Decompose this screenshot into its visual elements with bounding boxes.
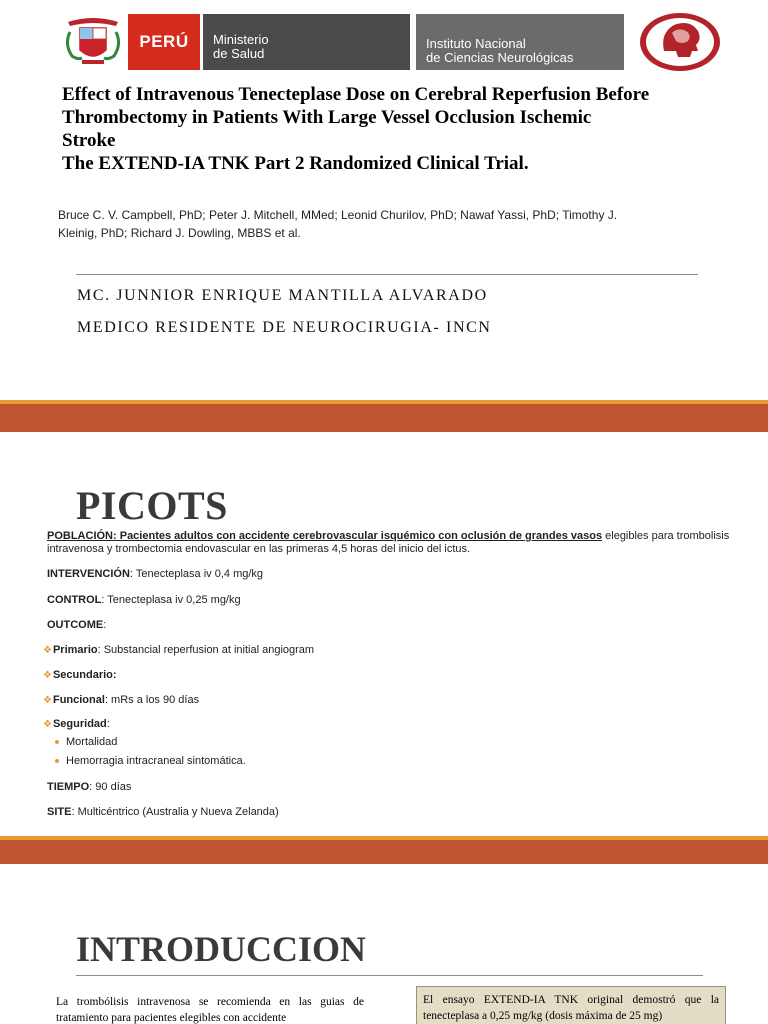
- incn-head-logo-icon: [638, 11, 722, 73]
- slide-separator: [0, 400, 768, 432]
- orange-dot-bullet-icon: [55, 740, 59, 744]
- intro-slide: [0, 864, 768, 1024]
- control-value: : Tenecteplasa iv 0,25 mg/kg: [101, 594, 241, 606]
- peru-label: PERÚ: [128, 14, 200, 70]
- title-slide: [0, 0, 768, 400]
- institute-line2: de Ciencias Neurológicas: [426, 50, 574, 65]
- institute-label: [416, 14, 624, 70]
- outcome-item: [47, 619, 106, 631]
- divider: [76, 975, 703, 976]
- diamond-bullet-icon: ❖: [43, 719, 52, 730]
- title-line-1: Effect of Intravenous Tenecteplase Dose on Cerebral Reperfusion Before: [62, 84, 650, 105]
- title-line-3: Stroke: [62, 130, 116, 151]
- seguridad-subitem: Hemorragia intracraneal sintomática.: [66, 755, 246, 767]
- intervencion-value: : Tenecteplasa iv 0,4 mg/kg: [129, 568, 264, 580]
- site-value: : Multicéntrico (Australia y Nueva Zelanda): [71, 806, 279, 818]
- intro-paragraph: La trombólisis intravenosa se recomienda en las guias de tratamiento para pacientes elegibles con accidente: [56, 996, 364, 1024]
- slide-title: PICOTS: [76, 483, 228, 528]
- site-label: SITE: [47, 806, 72, 818]
- authors-line-1: Bruce C. V. Campbell, PhD; Peter J. Mitchell, MMed; Leonid Churilov, PhD; Nawaf Yassi, PhD; Timothy J.: [58, 208, 618, 222]
- primario-label: Primario: [52, 644, 98, 656]
- outcome-colon: :: [103, 619, 107, 631]
- orange-dot-bullet-icon: [55, 759, 59, 763]
- government-logo-bar: [58, 14, 410, 70]
- primario-item: [43, 644, 314, 656]
- diamond-bullet-icon: ❖: [43, 695, 52, 706]
- seguridad-label: Seguridad: [52, 718, 107, 730]
- intervencion-label: INTERVENCIÓN: [47, 568, 130, 580]
- secundario-item: [43, 669, 117, 681]
- title-line-2: Thrombectomy in Patients With Large Vessel Occlusion Ischemic: [62, 107, 592, 128]
- tiempo-value: : 90 días: [89, 781, 132, 793]
- tiempo-label: TIEMPO: [47, 781, 90, 793]
- authors-line-2: Kleinig, PhD; Richard J. Dowling, MBBS et al.: [58, 226, 301, 240]
- seguridad-item: [43, 718, 110, 730]
- ministry-label: [200, 14, 410, 70]
- title-line-4: The EXTEND-IA TNK Part 2 Randomized Clinical Trial.: [62, 153, 529, 174]
- slide-separator: [0, 836, 768, 864]
- paper-title: [62, 83, 726, 175]
- intro-highlight-box: El ensayo EXTEND-IA TNK original demostró que la tenecteplasa a 0,25 mg/kg (dosis máxima de 25 mg): [416, 986, 726, 1024]
- control-item: [47, 594, 241, 606]
- primario-value: : Substancial reperfusion at initial angiogram: [97, 644, 315, 656]
- peru-coat-of-arms-icon: [58, 14, 128, 70]
- poblacion-line-1: [47, 530, 729, 542]
- presenter-name: MC. JUNNIOR ENRIQUE MANTILLA ALVARADO: [77, 287, 488, 304]
- ministry-line1: Ministerio: [213, 32, 269, 47]
- secundario-label: Secundario:: [52, 669, 117, 681]
- slide-title: INTRODUCCION: [76, 929, 367, 969]
- funcional-value: : mRs a los 90 días: [104, 694, 200, 706]
- poblacion-bold-text: Pacientes adultos con accidente cerebrovascular isquémico con oclusión de grandes vasos: [116, 530, 603, 542]
- funcional-item: [43, 694, 199, 706]
- poblacion-label: POBLACIÓN:: [47, 530, 117, 542]
- seguridad-colon: :: [106, 718, 110, 730]
- funcional-label: Funcional: [52, 694, 105, 706]
- poblacion-line-2: intravenosa y trombectomia endovascular en las primeras 4,5 horas del inicio del ictus.: [47, 543, 471, 555]
- picots-slide: [0, 432, 768, 836]
- divider: [76, 274, 698, 275]
- authors: [58, 206, 698, 242]
- site-item: [47, 806, 279, 818]
- ministry-line2: de Salud: [213, 46, 265, 61]
- institute-line1: Instituto Nacional: [426, 36, 526, 51]
- presenter-role: MEDICO RESIDENTE DE NEUROCIRUGIA- INCN: [77, 319, 492, 336]
- outcome-label: OUTCOME: [47, 619, 104, 631]
- diamond-bullet-icon: ❖: [43, 670, 52, 681]
- poblacion-text: elegibles para trombolisis: [602, 530, 730, 542]
- seguridad-subitem: Mortalidad: [66, 736, 118, 748]
- diamond-bullet-icon: ❖: [43, 645, 52, 656]
- intervencion-item: [47, 568, 263, 580]
- control-label: CONTROL: [47, 594, 102, 606]
- tiempo-item: [47, 781, 131, 793]
